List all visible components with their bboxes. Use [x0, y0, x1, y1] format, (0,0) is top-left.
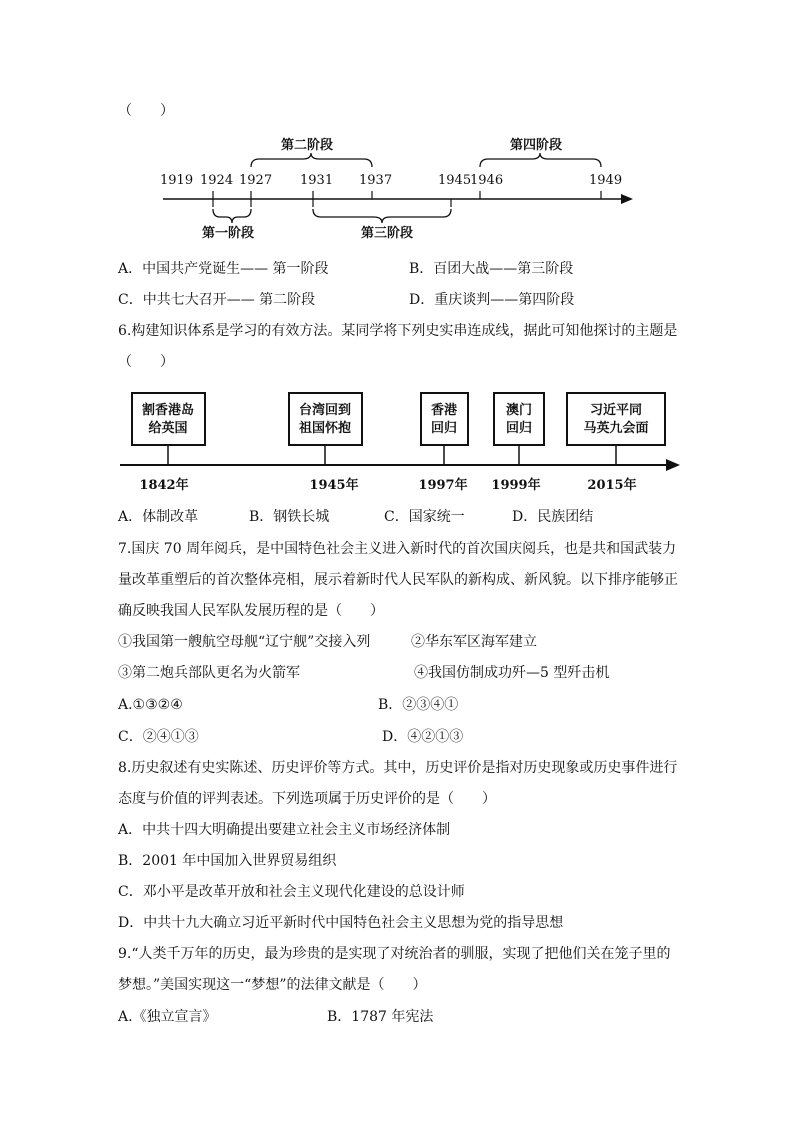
event-box-1	[132, 393, 205, 445]
q9-option-a[interactable]: A.《独立宣言》	[118, 1009, 217, 1025]
stage3-brace	[313, 209, 451, 223]
q5-option-a[interactable]: A．中国共产党诞生—— 第一阶段	[118, 261, 329, 277]
q8-stem-line2: 态度与价值的评判表述。下列选项属于历史评价的是（ ）	[118, 791, 496, 807]
q8-stem-line1: 8.历史叙述有史实陈述、历史评价等方式。其中，历史评价是指对历史现象或历史事件进行	[118, 760, 678, 776]
q7-item-2: ②华东军区海军建立	[411, 634, 537, 650]
event-5-line1: 习近平同	[589, 403, 643, 418]
q7-stem-line3: 确反映我国人民军队发展历程的是（ ）	[118, 603, 384, 619]
event-box-4	[494, 393, 544, 445]
q5-option-c[interactable]: C．中共七大召开—— 第二阶段	[118, 292, 316, 308]
stage2-label: 第二阶段	[281, 138, 334, 153]
q6-option-c[interactable]: C．国家统一	[384, 509, 465, 525]
q7-item-4: ④我国仿制成功歼—5 型歼击机	[414, 665, 610, 681]
q5-option-b[interactable]: B．百团大战——第三阶段	[409, 261, 574, 277]
event-1-line1: 割香港岛	[141, 403, 195, 418]
event-3-line1: 香港	[430, 403, 458, 418]
year-label-1919: 1919	[160, 173, 194, 188]
stage1-brace	[213, 209, 251, 223]
event-3-year: 1997年	[418, 478, 468, 493]
q7-stem-line2: 量改革重塑后的首次整体亮相，展示着新时代人民军队的新构成、新风貌。以下排序能够正	[118, 572, 678, 588]
event-1-year: 1842年	[139, 478, 189, 493]
event-box-3	[421, 393, 468, 445]
event-5-year: 2015年	[587, 478, 637, 493]
event-2-year: 1945年	[309, 478, 359, 493]
stage4-brace	[480, 153, 601, 167]
timeline-arrow-icon	[621, 194, 633, 204]
q6-option-d[interactable]: D．民族团结	[512, 509, 594, 525]
year-label-1937: 1937	[359, 173, 393, 188]
q8-option-b[interactable]: B．2001 年中国加入世界贸易组织	[118, 853, 337, 869]
event-4-line2: 回归	[505, 421, 533, 436]
q9-stem-line1: 9.“人类千万年的历史，最为珍贵的是实现了对统治者的驯服，实现了把他们关在笼子里的	[118, 946, 671, 962]
year-label-1945: 1945	[438, 173, 472, 188]
q6-paren: （ ）	[118, 354, 174, 370]
event-box-2	[289, 393, 362, 445]
q5-option-d[interactable]: D．重庆谈判——第四阶段	[409, 292, 575, 308]
event-2-line1: 台湾回到	[298, 403, 352, 418]
q6-stem: 6.构建知识体系是学习的有效方法。某同学将下列史实串连成线，据此可知他探讨的主题是	[118, 323, 678, 339]
q5-paren: （ ）	[118, 103, 174, 119]
q7-option-b[interactable]: B．②③④①	[378, 697, 459, 713]
event-2-line2: 祖国怀抱	[298, 421, 352, 436]
year-label-1931: 1931	[300, 173, 334, 188]
q7-item-1: ①我国第一艘航空母舰“辽宁舰”交接入列	[118, 634, 371, 650]
q7-option-d[interactable]: D．④②①③	[382, 729, 464, 745]
q7-item-3: ③第二炮兵部队更名为火箭军	[118, 665, 300, 681]
event-4-line1: 澳门	[505, 403, 533, 418]
event-box-5	[567, 393, 665, 445]
q6-event-timeline	[0, 388, 794, 498]
event-3-line2: 回归	[430, 421, 458, 436]
year-label-1946: 1946	[470, 173, 504, 188]
stage3-label: 第三阶段	[361, 226, 414, 241]
event-5-line2: 马英九会面	[583, 421, 649, 436]
year-label-1924: 1924	[200, 173, 234, 188]
year-label-1949: 1949	[589, 173, 623, 188]
q8-option-c[interactable]: C．邓小平是改革开放和社会主义现代化建设的总设计师	[118, 884, 465, 900]
q9-stem-line2: 梦想。”美国实现这一“梦想”的法律文献是（ ）	[118, 977, 427, 993]
year-label-1927: 1927	[239, 173, 273, 188]
q9-option-b[interactable]: B．1787 年宪法	[327, 1009, 434, 1025]
stage1-label: 第一阶段	[202, 226, 255, 241]
q7-stem-line1: 7.国庆 70 周年阅兵，是中国特色社会主义进入新时代的首次国庆阅兵，也是共和国武装力	[118, 541, 677, 557]
q7-option-a[interactable]: A.①③②④	[118, 697, 183, 713]
stage2-brace	[251, 153, 372, 167]
q6-option-b[interactable]: B．钢铁长城	[249, 509, 330, 525]
q8-option-d[interactable]: D．中共十九大确立习近平新时代中国特色社会主义思想为党的指导思想	[118, 915, 564, 931]
q7-option-c[interactable]: C．②④①③	[118, 729, 199, 745]
q8-option-a[interactable]: A．中共十四大明确提出要建立社会主义市场经济体制	[118, 822, 451, 838]
event-1-line2: 给英国	[148, 421, 188, 436]
stage4-label: 第四阶段	[510, 138, 563, 153]
event-4-year: 1999年	[491, 478, 541, 493]
event-axis-arrow-icon	[666, 459, 680, 471]
q6-option-a[interactable]: A．体制改革	[118, 509, 199, 525]
